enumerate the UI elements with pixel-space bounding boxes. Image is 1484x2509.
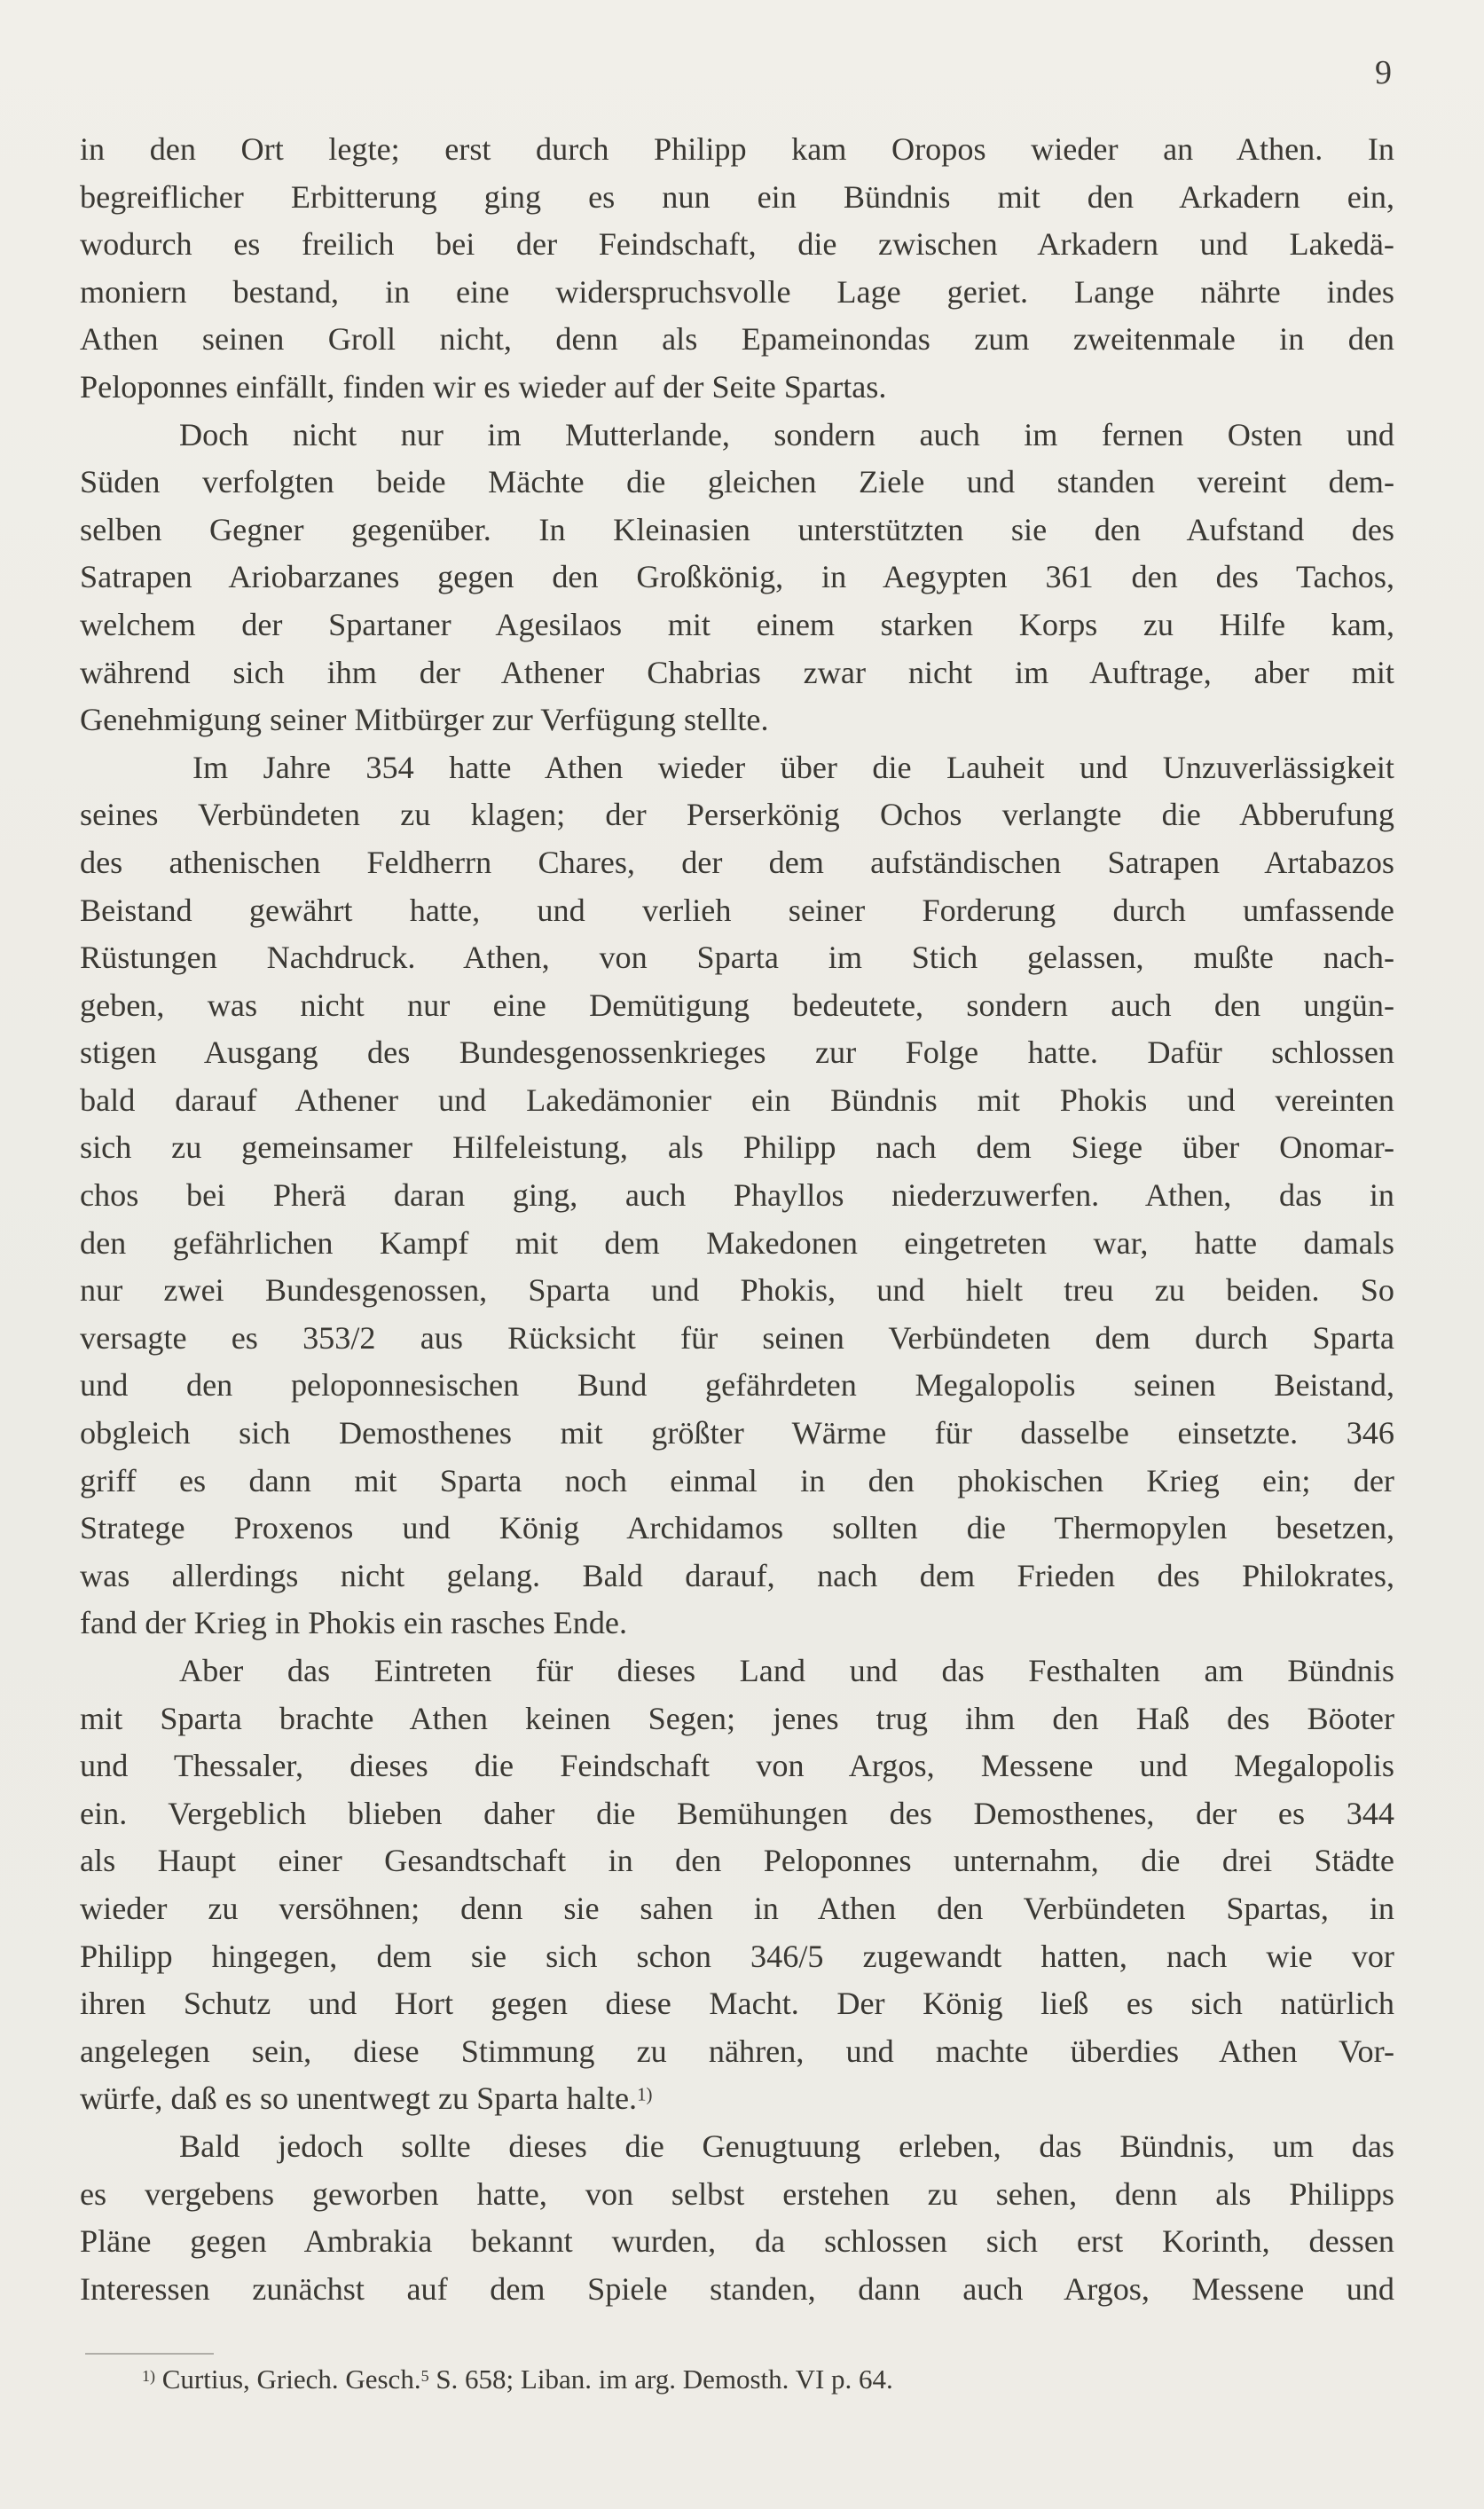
text-line: griff es dann mit Sparta noch einmal in den phokischen Krieg ein; der [80, 1462, 1394, 1498]
text-line: des athenischen Feldherrn Chares, der dem aufständischen Satrapen Artabazos [80, 844, 1394, 880]
text-line: versagte es 353/2 aus Rücksicht für seinen Verbündeten dem durch Sparta [80, 1319, 1394, 1356]
text-line: was allerdings nicht gelang. Bald darauf, nach dem Frieden des Philokrates, [80, 1557, 1394, 1593]
footnote-separator [85, 2353, 214, 2355]
footnote-text-after: S. 658; Liban. im arg. Demosth. VI p. 64. [428, 2363, 893, 2395]
text-line: es vergebens geworben hatte, von selbst erstehen zu sehen, denn als Philipps [80, 2175, 1394, 2212]
paragraph-5 [80, 2123, 1394, 2313]
text-line: Interessen zunächst auf dem Spiele standen, dann auch Argos, Messene und [80, 2270, 1394, 2307]
text-line: seines Verbündeten zu klagen; der Perserkönig Ochos verlangte die Abberufung [80, 797, 1394, 833]
text-line: angelegen sein, diese Stimmung zu nähren, und machte überdies Athen Vor- [80, 2033, 1394, 2069]
text-line: wieder zu versöhnen; denn sie sahen in Athen den Verbündeten Spartas, in [80, 1890, 1394, 1926]
text-line: Doch nicht nur im Mutterlande, sondern auch im fernen Osten und [179, 416, 1394, 452]
text-line: Peloponnes einfällt, finden wir es wieder auf der Seite Spartas. [80, 368, 887, 405]
text-line: Beistand gewährt hatte, und verlieh seiner Forderung durch umfassende [80, 892, 1394, 928]
text-line: mit Sparta brachte Athen keinen Segen; jenes trug ihm den Haß des Böoter [80, 1700, 1394, 1736]
text-line: während sich ihm der Athener Chabrias zwar nicht im Auftrage, aber mit [80, 654, 1394, 690]
text-line: Rüstungen Nachdruck. Athen, von Sparta im Stich gelassen, mußte nach- [80, 940, 1394, 976]
main-text-block [80, 126, 1394, 2313]
text-line: und Thessaler, dieses die Feindschaft von Argos, Messene und Megalopolis [80, 1748, 1394, 1784]
paragraph-2 [80, 412, 1394, 744]
text-line: begreiflicher Erbitterung ging es nun ein Bündnis mit den Arkadern ein, [80, 178, 1394, 215]
text-line: selben Gegner gegenüber. In Kleinasien unterstützten sie den Aufstand des [80, 511, 1394, 547]
text-line: fand der Krieg in Phokis ein rasches Ende. [80, 1605, 628, 1641]
text-line: stigen Ausgang des Bundesgenossenkrieges zur Folge hatte. Dafür schlossen [80, 1034, 1394, 1071]
text-line: nur zwei Bundesgenossen, Sparta und Phokis, und hielt treu zu beiden. So [80, 1272, 1394, 1309]
text-line: Athen seinen Groll nicht, denn als Epameinondas zum zweitenmale in den [80, 321, 1394, 358]
paragraph-4 [80, 1648, 1394, 2123]
text-line: Im Jahre 354 hatte Athen wieder über die Lauheit und Unzuverlässigkeit [192, 749, 1394, 785]
text-line: geben, was nicht nur eine Demütigung bedeutete, sondern auch den ungün- [80, 987, 1394, 1023]
text-line: wodurch es freilich bei der Feindschaft, die zwischen Arkadern und Lakedä- [80, 226, 1394, 263]
text-line: Pläne gegen Ambrakia bekannt wurden, da schlossen sich erst Korinth, dessen [80, 2223, 1394, 2260]
text-line: obgleich sich Demosthenes mit größter Wärme für dasselbe einsetzte. 346 [80, 1415, 1394, 1451]
text-line: Aber das Eintreten für dieses Land und das Festhalten am Bündnis [179, 1653, 1394, 1688]
line-text: würfe, daß es so unentwegt zu Sparta halte. [80, 2080, 638, 2117]
text-line: Bald jedoch sollte dieses die Genugtuung erleben, das Bündnis, um das [179, 2128, 1394, 2164]
text-line: Genehmigung seiner Mitbürger zur Verfügung stellte. [80, 702, 769, 738]
text-line: ein. Vergeblich blieben daher die Bemühungen des Demosthenes, der es 344 [80, 1795, 1394, 1831]
text-line: chos bei Pherä daran ging, auch Phayllos niederzuwerfen. Athen, das in [80, 1177, 1394, 1214]
text-line: sich zu gemeinsamer Hilfeleistung, als Philipp nach dem Siege über Onomar- [80, 1129, 1394, 1166]
text-line: als Haupt einer Gesandtschaft in den Peloponnes unternahm, die drei Städte [80, 1843, 1394, 1879]
text-line: Satrapen Ariobarzanes gegen den Großkönig, in Aegypten 361 den des Tachos, [80, 559, 1394, 595]
text-line: bald darauf Athener und Lakedämonier ein Bündnis mit Phokis und vereinten [80, 1081, 1394, 1118]
text-line: ihren Schutz und Hort gegen diese Macht. Der König ließ es sich natürlich [80, 1986, 1394, 2022]
footnote-text-before: Curtius, Griech. Gesch. [161, 2363, 421, 2395]
text-line: Stratege Proxenos und König Archidamos sollten die Thermopylen besetzen, [80, 1510, 1394, 1546]
footnote-edition-superscript: 5 [420, 2366, 429, 2385]
text-line: Philipp hingegen, dem sie sich schon 346/5 zugewandt hatten, nach wie vor [80, 1938, 1394, 1974]
paragraph-3 [80, 744, 1394, 1648]
text-line: den gefährlichen Kampf mit dem Makedonen eingetreten war, hatte damals [80, 1224, 1394, 1261]
paragraph-1 [80, 126, 1394, 412]
text-line: und den peloponnesischen Bund gefährdeten Megalopolis seinen Beistand, [80, 1367, 1394, 1404]
footnote-mark: 1) [142, 2366, 155, 2385]
text-line: welchem der Spartaner Agesilaos mit einem starken Korps zu Hilfe kam, [80, 606, 1394, 642]
text-line [80, 2075, 1394, 2123]
text-line: in den Ort legte; erst durch Philipp kam Oropos wieder an Athen. In [80, 131, 1394, 167]
footnote [142, 2363, 1135, 2396]
text-line: Süden verfolgten beide Mächte die gleichen Ziele und standen vereint dem- [80, 464, 1394, 500]
page-number: 9 [1375, 54, 1392, 91]
footnote-reference: 1) [637, 2083, 653, 2105]
text-line: moniern bestand, in eine widerspruchsvolle Lage geriet. Lange nährte indes [80, 273, 1394, 310]
